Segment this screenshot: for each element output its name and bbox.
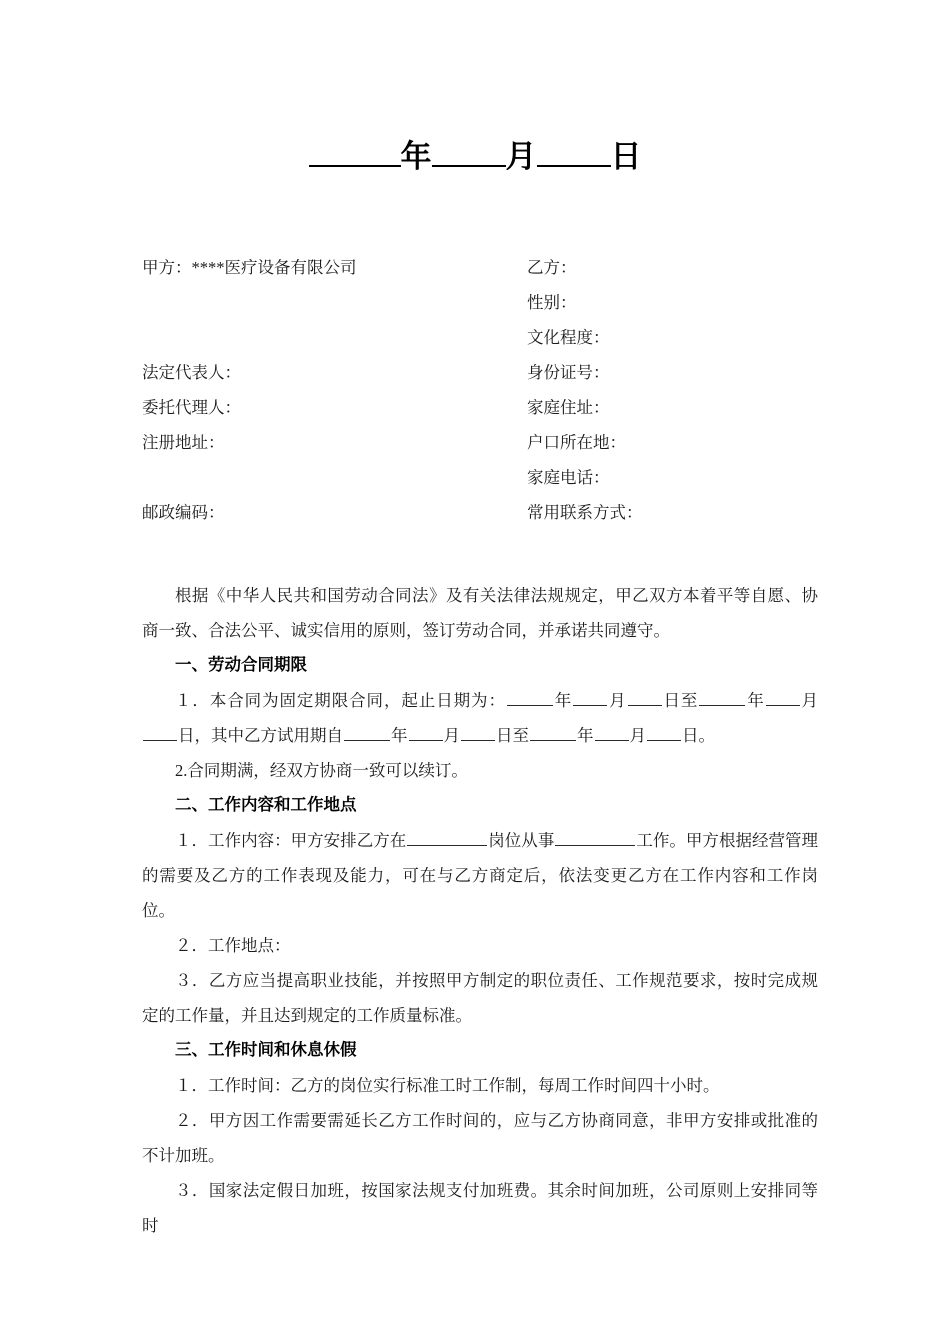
clause-1-1-t12: 日。 [682,726,715,745]
title-year-blank[interactable] [309,165,401,167]
clause-1-1-start-month-blank[interactable] [573,689,607,706]
party-b-name: 乙方： [527,258,577,277]
party-a-spacer-2 [142,320,522,355]
clause-1-1-probation-end-day-blank[interactable] [647,724,681,741]
party-a-name: 甲方：****医疗设备有限公司 [142,258,357,277]
clause-3-2-prefix: ２． [175,1111,209,1130]
clause-1-1-t11: 月 [629,726,646,745]
title-month-label: 月 [505,139,537,174]
clause-1-2-text: 合同期满，经双方协商一致可以续订。 [187,761,468,780]
clause-3-2 [142,1103,818,1173]
document-title-date [0,138,950,177]
clause-1-1-start-year-blank[interactable] [507,689,553,706]
clause-2-1 [142,823,818,928]
title-day-blank[interactable] [537,165,611,167]
clause-1-1-t7: 年 [391,726,408,745]
clause-1-1-probation-end-year-blank[interactable] [530,724,576,741]
party-b-gender: 性别： [527,293,577,312]
party-a-postal-code: 邮政编码： [142,503,225,522]
party-b-contact-method: 常用联系方式： [527,503,643,522]
clause-1-1-t8: 月 [443,726,460,745]
clause-3-1 [142,1068,818,1103]
clause-1-1-probation-start-day-blank[interactable] [461,724,495,741]
party-b-home-phone: 家庭电话： [527,468,610,487]
clause-2-3-text: 乙方应当提高职业技能，并按照甲方制定的职位责任、工作规范要求，按时完成规定的工作量，并且达到规定的工作质量标准。 [142,971,819,1025]
party-a-spacer-3 [142,460,522,495]
clause-2-2 [142,928,818,963]
clause-1-1-probation-end-month-blank[interactable] [595,724,629,741]
clause-2-1-t1: 岗位从事 [488,831,555,850]
clause-1-1 [142,683,818,753]
party-b-column [527,250,817,530]
party-a-spacer-1 [142,285,522,320]
clause-1-1-t2: 月 [608,691,627,710]
title-day-label: 日 [610,139,642,174]
clause-3-1-prefix: １． [175,1076,208,1095]
party-b-home-address: 家庭住址： [527,398,610,417]
clause-1-1-probation-start-year-blank[interactable] [344,724,390,741]
title-year-label: 年 [400,139,432,174]
clause-2-3-prefix: ３． [175,971,209,990]
clause-3-2-text: 甲方因工作需要需延长乙方工作时间的，应与乙方协商同意，非甲方安排或批准的不计加班。 [142,1111,819,1165]
clause-2-1-prefix: １． [175,831,209,850]
clause-1-1-t4: 年 [746,691,765,710]
clause-1-1-t0: 本合同为固定期限合同，起止日期为： [209,691,506,710]
party-b-household-registration: 户口所在地： [527,433,626,452]
clause-1-1-t10: 年 [577,726,594,745]
clause-2-2-prefix: ２． [175,936,208,955]
section-heading-1: 一、劳动合同期限 [175,656,307,674]
clause-2-1-job-blank[interactable] [555,829,635,846]
clause-1-1-start-day-blank[interactable] [628,689,662,706]
party-a-authorized-agent: 委托代理人： [142,398,241,417]
clause-1-1-t9: 日至 [496,726,529,745]
clause-1-1-prefix: １． [175,691,210,710]
clause-1-2 [142,753,818,788]
clause-1-1-t1: 年 [553,691,573,710]
party-a-registered-address: 注册地址： [142,433,225,452]
clause-3-3-text: 国家法定假日加班，按国家法规支付加班费。其余时间加班，公司原则上安排同等时 [142,1181,819,1235]
section-heading-3: 三、工作时间和休息休假 [175,1041,357,1059]
clause-2-1-t0: 工作内容：甲方安排乙方在 [208,831,407,850]
clause-3-1-text: 工作时间：乙方的岗位实行标准工时工作制，每周工作时间四十小时。 [208,1076,720,1095]
clause-1-1-end-day-blank[interactable] [143,724,177,741]
clause-3-3-prefix: ３． [175,1181,209,1200]
title-month-blank[interactable] [432,165,506,167]
clause-3-3 [142,1173,818,1243]
clause-2-2-text: 工作地点： [208,936,291,955]
section-heading-2: 二、工作内容和工作地点 [175,796,357,814]
clause-1-1-t5: 月 [800,691,819,710]
clause-1-1-t3: 日至 [662,691,699,710]
contract-body [142,578,818,1243]
intro-paragraph: 根据《中华人民共和国劳动合同法》及有关法律法规规定，甲乙双方本着平等自愿、协商一致、合法公平、诚实信用的原则，签订劳动合同，并承诺共同遵守。 [142,586,818,640]
party-b-education-level: 文化程度： [527,328,610,347]
clause-1-1-end-year-blank[interactable] [699,689,745,706]
clause-1-1-probation-start-month-blank[interactable] [409,724,443,741]
clause-2-3 [142,963,818,1033]
clause-2-1-position-blank[interactable] [407,829,487,846]
clause-1-1-end-month-blank[interactable] [766,689,800,706]
clause-2-1-t2: 工作。甲方根据经营管理的需要及乙方的工作表现及能力，可在与乙方商定后，依法变更乙方在工作内容和工作岗位。 [142,831,819,920]
party-a-column [142,250,522,530]
title-date-line [0,138,950,177]
clause-1-2-prefix: 2. [175,761,188,780]
party-a-legal-representative: 法定代表人： [142,363,241,382]
clause-1-1-t6: 日，其中乙方试用期自 [178,726,343,745]
party-b-id-number: 身份证号： [527,363,610,382]
